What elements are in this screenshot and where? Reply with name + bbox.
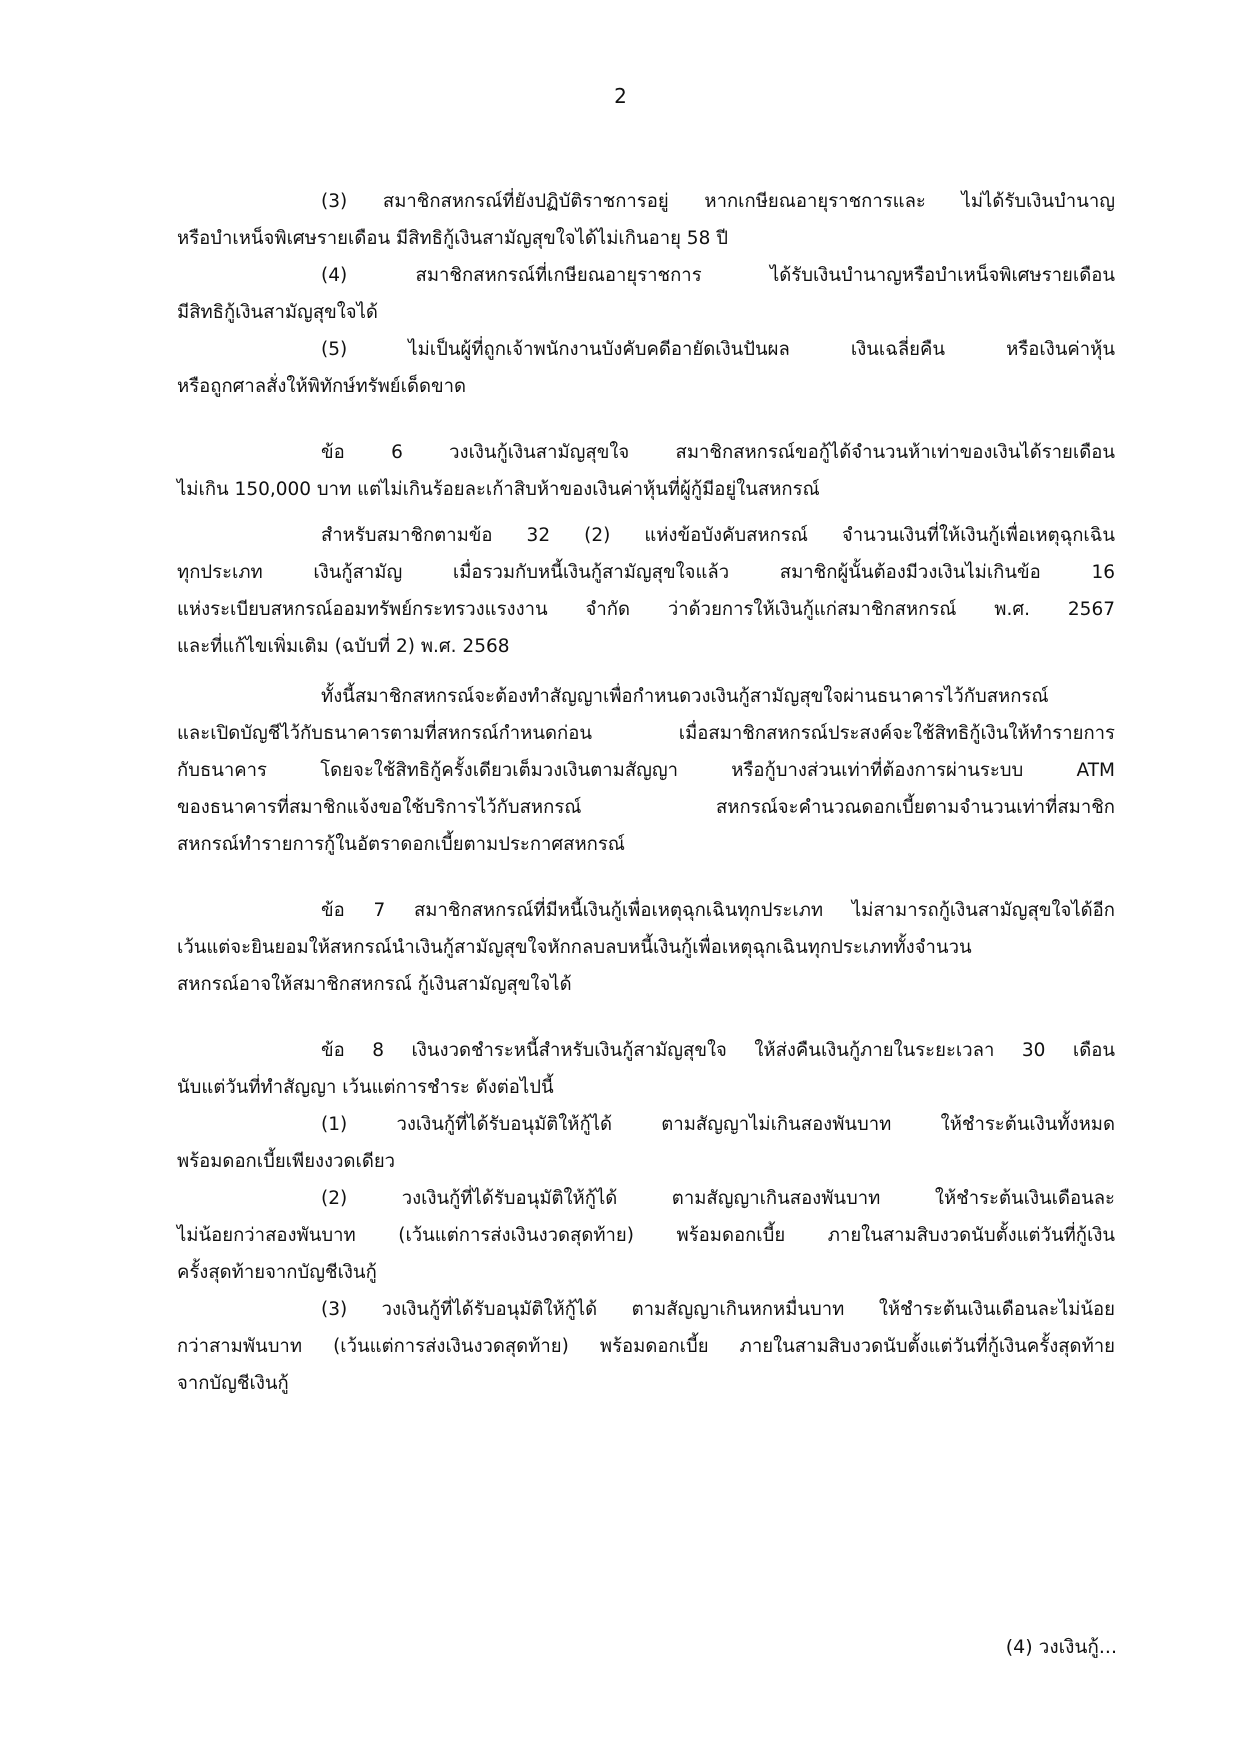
line-2: หรือบำเหน็จพิเศษรายเดือน มีสิทธิกู้เงินสามัญสุขใจได้ไม่เกินอายุ 58 ปี [177,228,728,249]
line-24: พร้อมดอกเบี้ยเพียงงวดเดียว [177,1151,396,1172]
line-27: ครั้งสุดท้ายจากบัญชีเงินกู้ [177,1262,377,1283]
line-26: ไม่น้อยกว่าสองพันบาท (เว้นแต่การส่งเงินงวดสุดท้าย) พร้อมดอกเบี้ย ภายในสามสิบงวดนับตั้งแต่วันที่กู้เงิน [177,1225,1115,1246]
line-9: สำหรับสมาชิกตามข้อ 32 (2) แห่งข้อบังคับสหกรณ์ จำนวนเงินที่ให้เงินกู้เพื่อเหตุฉุกเฉิน [321,525,1115,546]
line-11: แห่งระเบียบสหกรณ์ออมทรัพย์กระทรวงแรงงาน จำกัด ว่าด้วยการให้เงินกู้แก่สมาชิกสหกรณ์ พ.ศ. 2567 [177,599,1115,620]
line-30: จากบัญชีเงินกู้ [177,1373,289,1394]
line-1: (3) สมาชิกสหกรณ์ที่ยังปฏิบัติราชการอยู่ หากเกษียณอายุราชการและ ไม่ได้รับเงินบำนาญ [321,191,1115,212]
line-29: กว่าสามพันบาท (เว้นแต่การส่งเงินงวดสุดท้าย) พร้อมดอกเบี้ย ภายในสามสิบงวดนับตั้งแต่วันที่กู้เงินครั้งสุดท้าย [177,1336,1115,1357]
line-16: ของธนาคารที่สมาชิกแจ้งขอใช้บริการไว้กับสหกรณ์ สหกรณ์จะคำนวณดอกเบี้ยตามจำนวนเท่าที่สมาชิก [177,797,1115,818]
line-25: (2) วงเงินกู้ที่ได้รับอนุมัติให้กู้ได้ ตามสัญญาเกินสองพันบาท ให้ชำระต้นเงินเดือนละ [321,1188,1115,1209]
line-8: ไม่เกิน 150,000 บาท แต่ไม่เกินร้อยละเก้าสิบห้าของเงินค่าหุ้นที่ผู้กู้มีอยู่ในสหกรณ์ [177,479,820,500]
line-7: ข้อ 6 วงเงินกู้เงินสามัญสุขใจ สมาชิกสหกรณ์ขอกู้ได้จำนวนห้าเท่าของเงินได้รายเดือน [321,442,1115,463]
line-14: และเปิดบัญชีไว้กับธนาคารตามที่สหกรณ์กำหนดก่อน เมื่อสมาชิกสหกรณ์ประสงค์จะใช้สิทธิกู้เงินให้ทำรายการ [177,723,1115,744]
line-18: ข้อ 7 สมาชิกสหกรณ์ที่มีหนี้เงินกู้เพื่อเหตุฉุกเฉินทุกประเภท ไม่สามารถกู้เงินสามัญสุขใจได้อีก [321,900,1115,921]
line-19: เว้นแต่จะยินยอมให้สหกรณ์นำเงินกู้สามัญสุขใจหักกลบลบหนี้เงินกู้เพื่อเหตุฉุกเฉินทุกประเภททั้งจำนวน [177,937,972,958]
line-10: ทุกประเภท เงินกู้สามัญ เมื่อรวมกับหนี้เงินกู้สามัญสุขใจแล้ว สมาชิกผู้นั้นต้องมีวงเงินไม่เกินข้อ 16 [177,562,1115,583]
continuation-marker: (4) วงเงินกู้... [1005,1636,1117,1658]
line-23: (1) วงเงินกู้ที่ได้รับอนุมัติให้กู้ได้ ตามสัญญาไม่เกินสองพันบาท ให้ชำระต้นเงินทั้งหมด [321,1114,1115,1135]
line-6: หรือถูกศาลสั่งให้พิทักษ์ทรัพย์เด็ดขาด [177,376,467,397]
line-5: (5) ไม่เป็นผู้ที่ถูกเจ้าพนักงานบังคับคดีอายัดเงินปันผล เงินเฉลี่ยคืน หรือเงินค่าหุ้น [321,339,1115,360]
line-12: และที่แก้ไขเพิ่มเติม (ฉบับที่ 2) พ.ศ. 2568 [177,636,510,657]
line-28: (3) วงเงินกู้ที่ได้รับอนุมัติให้กู้ได้ ตามสัญญาเกินหกหมื่นบาท ให้ชำระต้นเงินเดือนละไม่น้อย [321,1299,1115,1320]
page-number: 2 [614,84,627,108]
line-20: สหกรณ์อาจให้สมาชิกสหกรณ์ กู้เงินสามัญสุขใจได้ [177,974,572,995]
line-22: นับแต่วันที่ทำสัญญา เว้นแต่การชำระ ดังต่อไปนี้ [177,1077,554,1098]
line-4: มีสิทธิกู้เงินสามัญสุขใจได้ [177,302,378,323]
line-21: ข้อ 8 เงินงวดชำระหนี้สำหรับเงินกู้สามัญสุขใจ ให้ส่งคืนเงินกู้ภายในระยะเวลา 30 เดือน [321,1040,1115,1061]
line-3: (4) สมาชิกสหกรณ์ที่เกษียณอายุราชการ ได้รับเงินบำนาญหรือบำเหน็จพิเศษรายเดือน [321,265,1115,286]
line-17: สหกรณ์ทำรายการกู้ในอัตราดอกเบี้ยตามประกาศสหกรณ์ [177,834,625,855]
line-15: กับธนาคาร โดยจะใช้สิทธิกู้ครั้งเดียวเต็มวงเงินตามสัญญา หรือกู้บางส่วนเท่าที่ต้องการผ่านระบบ ATM [177,760,1115,781]
line-13: ทั้งนี้สมาชิกสหกรณ์จะต้องทำสัญญาเพื่อกำหนดวงเงินกู้สามัญสุขใจผ่านธนาคารไว้กับสหกรณ์ [321,686,1049,707]
